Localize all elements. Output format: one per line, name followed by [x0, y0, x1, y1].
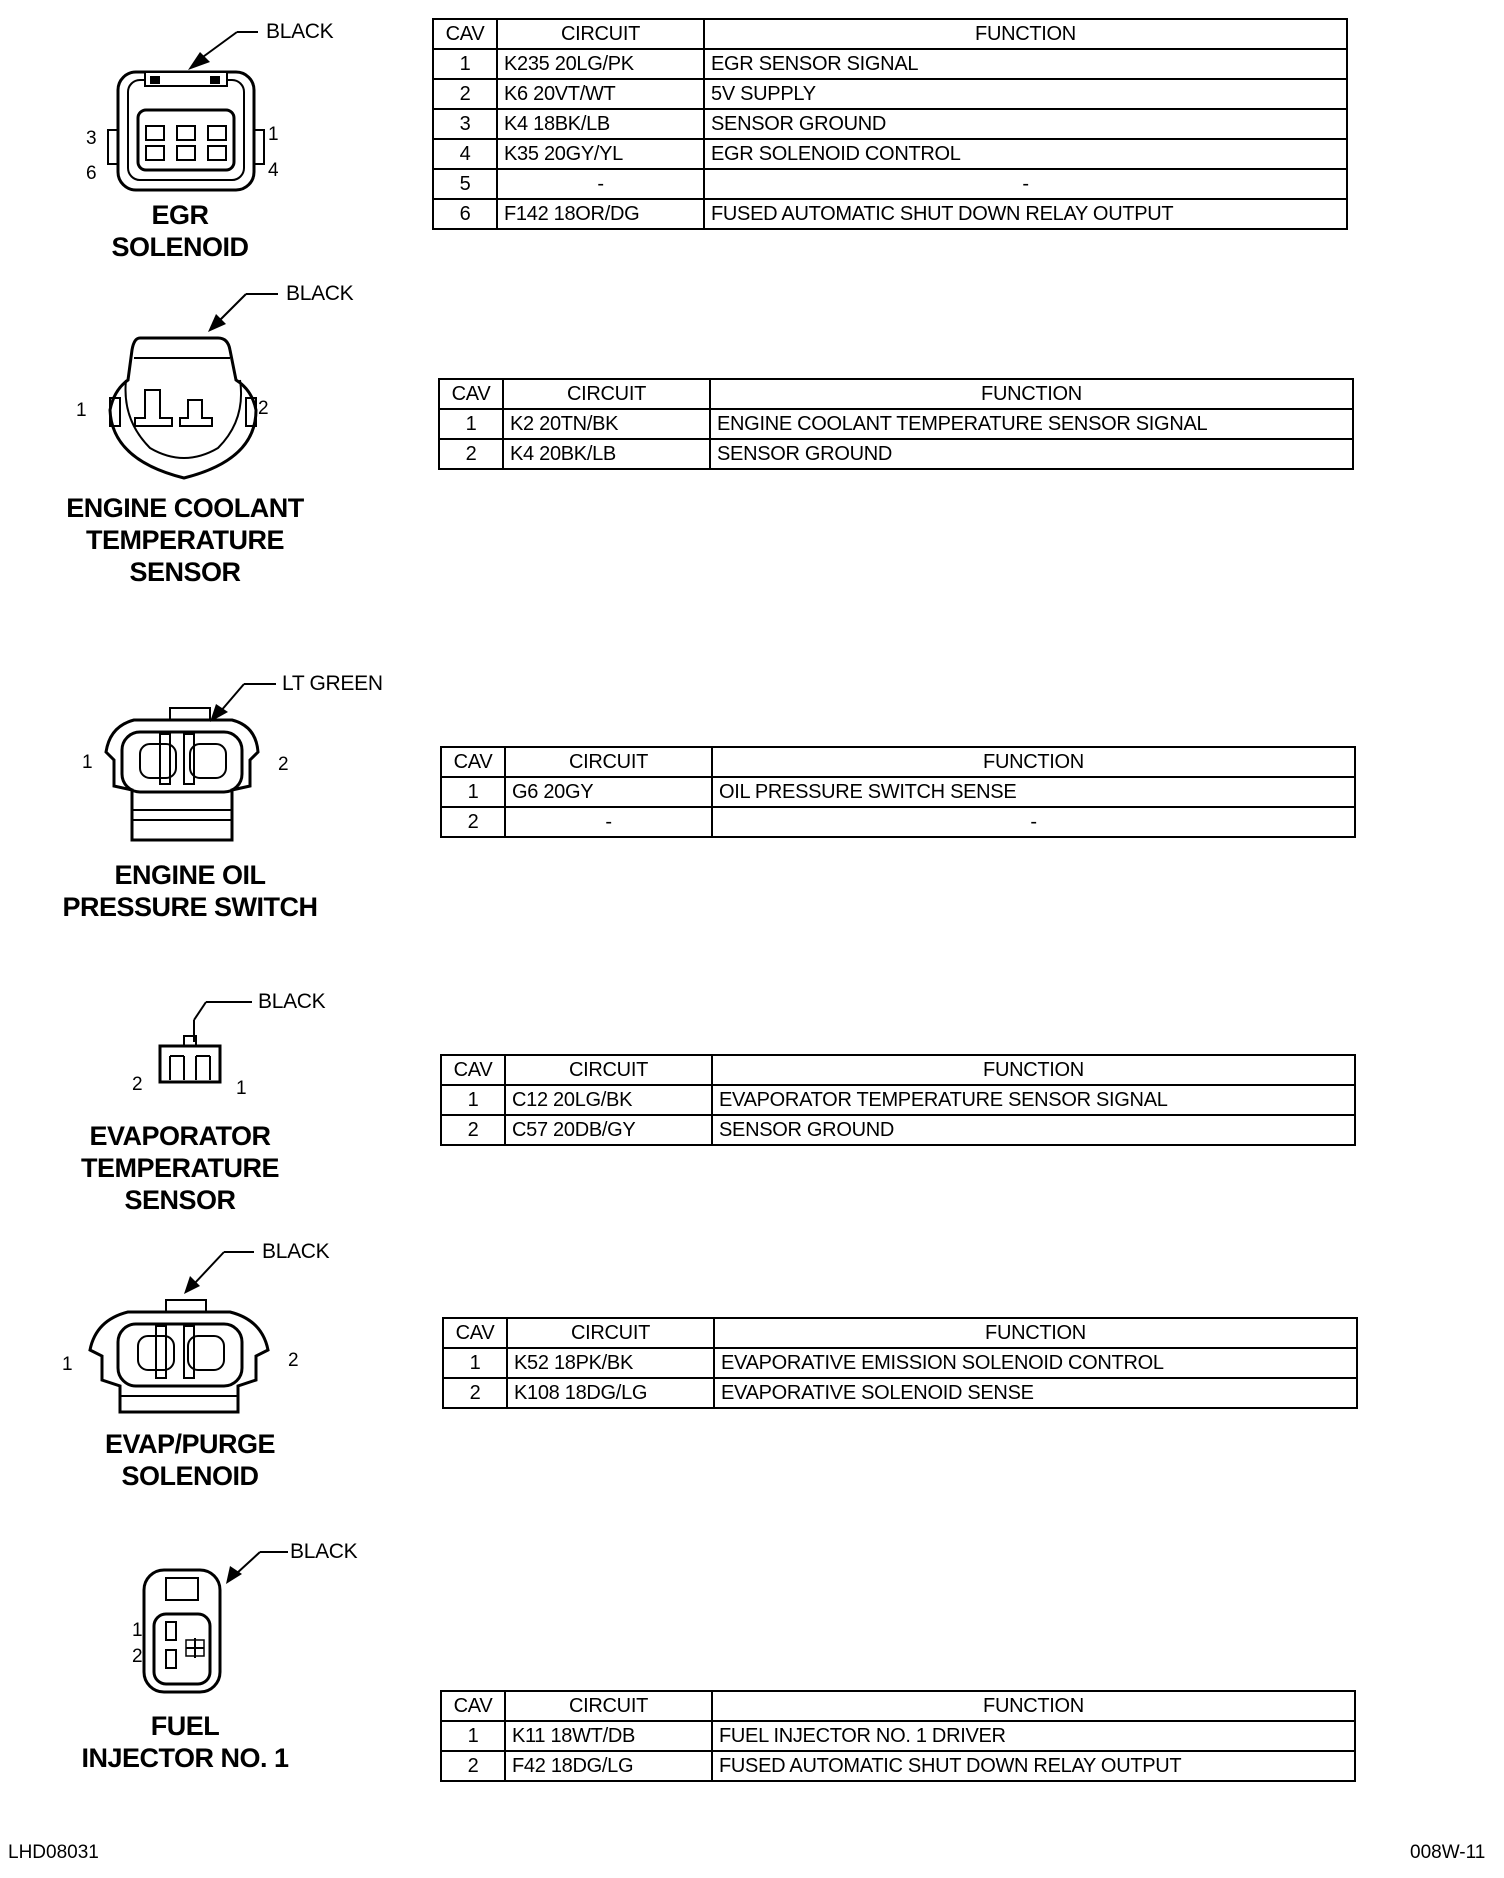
egr-pin-label-1: 1 — [268, 124, 279, 145]
table-row: 1 K11 18WT/DB FUEL INJECTOR NO. 1 DRIVER — [441, 1721, 1355, 1751]
table-header-row: CAV CIRCUIT FUNCTION — [441, 1055, 1355, 1085]
oil-pressure-cavity-table — [440, 746, 1356, 838]
evap-purge-pin-label-1: 1 — [62, 1354, 73, 1375]
table-row: 2 C57 20DB/GY SENSOR GROUND — [441, 1115, 1355, 1145]
evap-purge-solenoid-connector — [0, 1230, 420, 1510]
evaporator-temp-sensor-connector — [0, 980, 420, 1240]
egr-cavity-table — [432, 18, 1348, 230]
evaporator-pin-label-1: 1 — [236, 1078, 247, 1099]
table-header-row: CAV CIRCUIT FUNCTION — [443, 1318, 1357, 1348]
egr-pin-label-6: 6 — [86, 163, 97, 184]
table-row: 5 - - — [433, 169, 1347, 199]
egr-pin-label-4: 4 — [268, 160, 279, 181]
coolant-pin-label-2: 2 — [258, 398, 269, 419]
egr-pin-label-3: 3 — [86, 128, 97, 149]
egr-wire-color-label: BLACK — [266, 20, 334, 43]
evap-purge-wire-color-label: BLACK — [262, 1240, 330, 1263]
fuel-injector-1-connector — [0, 1530, 420, 1790]
table-row: 2 - - — [441, 807, 1355, 837]
fuel-injector-cavity-table — [440, 1690, 1356, 1782]
table-row: 4 K35 20GY/YL EGR SOLENOID CONTROL — [433, 139, 1347, 169]
evap-purge-cavity-table — [442, 1317, 1358, 1409]
evaporator-wire-color-label: BLACK — [258, 990, 326, 1013]
egr-solenoid-connector — [0, 0, 420, 270]
coolant-wire-color-label: BLACK — [286, 282, 354, 305]
table-row: 1 G6 20GY OIL PRESSURE SWITCH SENSE — [441, 777, 1355, 807]
coolant-pin-label-1: 1 — [76, 400, 87, 421]
table-row: 2 F42 18DG/LG FUSED AUTOMATIC SHUT DOWN RELAY OUTPUT — [441, 1751, 1355, 1781]
table-row: 3 K4 18BK/LB SENSOR GROUND — [433, 109, 1347, 139]
oil-connector-name: ENGINE OIL PRESSURE SWITCH — [62, 860, 318, 922]
table-row: 1 K52 18PK/BK EVAPORATIVE EMISSION SOLENOID CONTROL — [443, 1348, 1357, 1378]
oil-pressure-switch-connector — [0, 660, 420, 940]
table-row: 6 F142 18OR/DG FUSED AUTOMATIC SHUT DOWN RELAY OUTPUT — [433, 199, 1347, 229]
oil-pin-label-2: 2 — [278, 754, 289, 775]
table-header-row: CAV CIRCUIT FUNCTION — [433, 19, 1347, 49]
table-row: 1 C12 20LG/BK EVAPORATOR TEMPERATURE SENSOR SIGNAL — [441, 1085, 1355, 1115]
coolant-connector-name: ENGINE COOLANT TEMPERATURE SENSOR — [66, 493, 304, 587]
evap-purge-connector-name: EVAP/PURGE SOLENOID — [104, 1429, 276, 1491]
oil-pin-label-1: 1 — [82, 752, 93, 773]
egr-connector-name: EGR SOLENOID — [111, 200, 249, 262]
coolant-cavity-table — [438, 378, 1354, 470]
fuel-injector-wire-color-label: BLACK — [290, 1540, 358, 1563]
footer-page-number: 008W-11 — [1410, 1842, 1486, 1863]
table-row: 2 K108 18DG/LG EVAPORATIVE SOLENOID SENSE — [443, 1378, 1357, 1408]
table-row: 1 K2 20TN/BK ENGINE COOLANT TEMPERATURE SENSOR SIGNAL — [439, 409, 1353, 439]
table-row: 2 K4 20BK/LB SENSOR GROUND — [439, 439, 1353, 469]
footer-figure-id: LHD08031 — [8, 1842, 99, 1863]
fuel-injector-pin-label-2: 2 — [132, 1646, 143, 1667]
table-row: 1 K235 20LG/PK EGR SENSOR SIGNAL — [433, 49, 1347, 79]
evaporator-cavity-table — [440, 1054, 1356, 1146]
table-row: 2 K6 20VT/WT 5V SUPPLY — [433, 79, 1347, 109]
evap-purge-pin-label-2: 2 — [288, 1350, 299, 1371]
table-header-row: CAV CIRCUIT FUNCTION — [441, 1691, 1355, 1721]
fuel-injector-connector-name: FUEL INJECTOR NO. 1 — [81, 1711, 289, 1773]
evaporator-connector-name: EVAPORATOR TEMPERATURE SENSOR — [80, 1121, 279, 1215]
fuel-injector-pin-label-1: 1 — [132, 1620, 143, 1641]
evaporator-pin-label-2: 2 — [132, 1074, 143, 1095]
table-header-row: CAV CIRCUIT FUNCTION — [441, 747, 1355, 777]
table-header-row: CAV CIRCUIT FUNCTION — [439, 379, 1353, 409]
coolant-temp-sensor-connector — [0, 270, 420, 600]
oil-wire-color-label: LT GREEN — [282, 672, 383, 695]
